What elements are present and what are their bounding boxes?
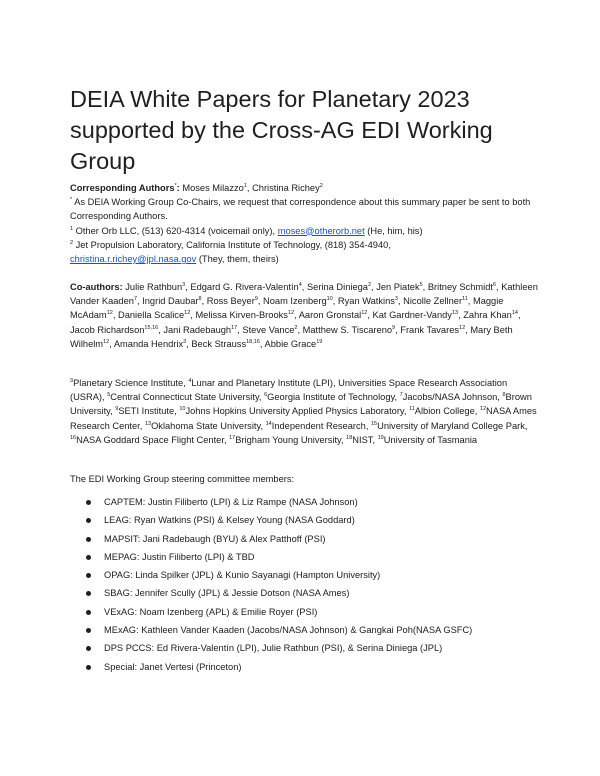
corresponding-authors-line: Corresponding Authors*: Moses Milazzo$^1$, Christina Richey$^2$ bbox=[70, 182, 323, 193]
email-link-christina[interactable]: christina.r.richey@jpl.nasa.gov bbox=[70, 254, 197, 265]
affiliation-mark: 15 bbox=[370, 420, 378, 427]
affiliation-name: University of Maryland College Park bbox=[377, 420, 525, 431]
coauthor-affiliation-mark: 2 bbox=[294, 324, 298, 331]
coauthors-block: Co-authors: Julie Rathbun$^3$, Edgard G. Rivera-Valentín$^4$, Serina Diniega$^2$, Jen Piatek$^5$, Britney Schmidt$^6$, Kathleen Vander Kaaden$^7$, Ingrid Daubar$^8$, Ross Beyer$^9$, Noam Izenberg$^{10}$, Ryan Watkins$^3$, Nicolle Zellner$^{11}$, Maggie McAdam$^{12}$, Daniella Scalice$^{12}$, Melissa Kirven-Brooks$^{12}$, Aaron Gronstal$^{12}$, Kat Gardner-Vandy$^{13}$, Zahra Khan$^{14}$, Jacob Richardson$^{15,16}$, Jani Radebaugh$^{17}$, Steve Vance$^2$, Matthew S. Tiscareno$^9$, Frank Tavares$^{12}$, Mary Beth Wilhelm$^{12}$, Amanda Hendrix$^3$, Beck Strauss$^{18,16}$, Abbie Grace$^{19}$ bbox=[70, 281, 538, 349]
affiliation-mark: 6 bbox=[264, 392, 268, 399]
author-name: Moses Milazzo bbox=[182, 183, 244, 193]
affiliation-mark: 3 bbox=[70, 377, 74, 384]
affiliation-name: SETI Institute bbox=[118, 406, 175, 417]
affiliation-name: Jacobs/NASA Johnson bbox=[402, 392, 498, 403]
corresponding-label: Corresponding Authors bbox=[70, 183, 175, 193]
coauthor-name: Ross Beyer bbox=[206, 296, 255, 307]
coauthor-name: Matthew S. Tiscareno bbox=[302, 324, 393, 335]
affiliation-mark: 17 bbox=[229, 434, 236, 441]
coauthor-affiliation-mark: 7 bbox=[133, 296, 137, 303]
coauthor-name: Kathleen Vander Kaaden bbox=[70, 282, 538, 307]
coauthor-affiliation-mark: 12 bbox=[287, 310, 295, 317]
email-link-moses[interactable]: moses@otherorb.net bbox=[277, 225, 365, 236]
coauthor-affiliation-mark: 6 bbox=[492, 281, 497, 288]
author-name: Christina Richey bbox=[252, 183, 320, 193]
affiliation-name: NIST bbox=[352, 434, 373, 445]
steering-member-item: Special: Janet Vertesi (Princeton) bbox=[70, 658, 550, 676]
coauthor-name: Ingrid Daubar bbox=[142, 296, 199, 307]
affiliation-name: NASA Goddard Space Flight Center bbox=[76, 434, 224, 445]
coauthor-name: Abbie Grace bbox=[264, 338, 317, 349]
coauthor-affiliation-mark: 12 bbox=[459, 324, 466, 331]
coauthor-affiliation-mark: 12 bbox=[184, 310, 191, 317]
affiliation-mark: 4 bbox=[188, 377, 192, 384]
steering-member-item: MAPSIT: Jani Radebaugh (BYU) & Alex Patthoff (PSI) bbox=[70, 530, 550, 548]
coauthor-name: Mary Beth Wilhelm bbox=[70, 324, 513, 349]
affiliation-mark: 12 bbox=[479, 406, 487, 413]
coauthor-name: Amanda Hendrix bbox=[113, 338, 184, 349]
affiliation-2: $^2$ Jet Propulsion Laboratory, California Institute of Technology, (818) 354-4940, christina.r.richey@jpl.nasa.gov (They, them, theirs) bbox=[70, 239, 391, 265]
coauthor-name: Jacob Richardson bbox=[70, 324, 145, 335]
coauthor-name: Melissa Kirven-Brooks bbox=[195, 310, 288, 321]
coauthor-name: Maggie McAdam bbox=[70, 296, 504, 321]
steering-members-list bbox=[70, 493, 550, 676]
coauthor-affiliation-mark: 5 bbox=[419, 281, 423, 288]
affiliation-name: Independent Research bbox=[271, 420, 366, 431]
coauthor-name: Julie Rathbun bbox=[125, 282, 183, 292]
affiliation-name: Lunar and Planetary Institute (LPI) bbox=[191, 378, 333, 388]
coauthor-affiliation-mark: 17 bbox=[231, 324, 238, 331]
coauthor-affiliation-mark: 2 bbox=[367, 281, 372, 288]
affiliation-name: University of Tasmania bbox=[383, 434, 478, 445]
coauthor-affiliation-mark: 12 bbox=[361, 310, 368, 317]
corresponding-note: * As DEIA Working Group Co-Chairs, we request that correspondence about this summary paper be sent to both Corresponding Authors. bbox=[70, 197, 531, 222]
steering-member-item: MEPAG: Justin Filiberto (LPI) & TBD bbox=[70, 548, 550, 566]
coauthor-name: Daniella Scalice bbox=[117, 310, 185, 321]
coauthor-affiliation-mark: 9 bbox=[392, 324, 396, 331]
coauthor-name: Britney Schmidt bbox=[427, 282, 493, 292]
affiliation-name: Brown University bbox=[70, 392, 532, 417]
coauthor-affiliation-mark: 15,16 bbox=[144, 324, 159, 331]
affiliation-name: Planetary Science Institute bbox=[73, 378, 184, 388]
affiliation-name: Oklahoma State University bbox=[151, 420, 261, 431]
coauthor-affiliation-mark: 8 bbox=[198, 296, 202, 303]
affiliation-name: Johns Hopkins University Applied Physics Laboratory bbox=[185, 406, 404, 417]
coauthor-name: Kat Gardner-Vandy bbox=[372, 310, 452, 321]
affiliation-mark: 14 bbox=[265, 420, 272, 427]
affiliations-block: $^3$Planetary Science Institute, $^4$Lunar and Planetary Institute (LPI), Universities Space Research Association (USRA), $^5$Central Connecticut State University, $^6$Georgia Institute of Technology, $^7$Jacobs/NASA Johnson, $^8$Brown University, $^9$SETI Institute, $^{10}$Johns Hopkins University Applied Physics Laboratory, $^{11}$Albion College, $^{12}$NASA Ames Research Center, $^{13}$Oklahoma State University, $^{14}$Independent Research, $^{15}$University of Maryland College Park, $^{16}$NASA Goddard Space Flight Center, $^{17}$Brigham Young University, $^{18}$NIST, $^{19}$University of Tasmania bbox=[70, 377, 537, 445]
affiliation-mark: 9 bbox=[115, 406, 119, 413]
affiliation-mark: 10 bbox=[179, 406, 186, 413]
coauthor-affiliation-mark: 4 bbox=[298, 281, 302, 288]
coauthor-name: Jani Radebaugh bbox=[163, 324, 232, 335]
coauthor-affiliation-mark: 3 bbox=[394, 296, 398, 303]
affiliation-name: Brigham Young University bbox=[235, 434, 341, 445]
corresponding-authors-block bbox=[70, 181, 540, 266]
steering-member-item: VExAG: Noam Izenberg (APL) & Emilie Royer (PSI) bbox=[70, 603, 550, 621]
steering-member-item: MExAG: Kathleen Vander Kaaden (Jacobs/NASA Johnson) & Gangkai Poh(NASA GSFC) bbox=[70, 621, 550, 639]
affiliation-name: Georgia Institute of Technology bbox=[267, 392, 395, 403]
coauthor-affiliation-mark: 9 bbox=[254, 296, 258, 303]
coauthor-affiliation-mark: 11 bbox=[462, 296, 468, 303]
affiliation-name: Albion College bbox=[414, 406, 475, 417]
coauthor-affiliation-mark: 12 bbox=[103, 338, 110, 345]
coauthor-name: Serina Diniega bbox=[306, 282, 368, 292]
steering-member-item: SBAG: Jennifer Scully (JPL) & Jessie Dotson (NASA Ames) bbox=[70, 584, 550, 602]
coauthor-affiliation-mark: 10 bbox=[326, 296, 333, 303]
affiliation-mark: 13 bbox=[144, 420, 152, 427]
steering-member-item: OPAG: Linda Spilker (JPL) & Kunio Sayanagi (Hampton University) bbox=[70, 566, 550, 584]
affiliation-mark: 7 bbox=[399, 392, 403, 399]
coauthor-name: Steve Vance bbox=[242, 324, 295, 335]
affiliation-1: $^1$ Other Orb LLC, (513) 620-4314 (voicemail only), moses@otherorb.net (He, him, his) bbox=[70, 225, 423, 236]
coauthor-name: Jen Piatek bbox=[376, 282, 420, 292]
coauthor-affiliation-mark: 3 bbox=[183, 338, 187, 345]
affiliation-name: Central Connecticut State University bbox=[110, 392, 259, 403]
coauthor-name: Nicolle Zellner bbox=[403, 296, 463, 307]
coauthors-label: Co-authors: bbox=[70, 282, 123, 292]
steering-member-item: CAPTEM: Justin Filiberto (LPI) & Liz Rampe (NASA Johnson) bbox=[70, 493, 550, 511]
affiliation-mark: 19 bbox=[377, 434, 384, 441]
affiliation-name: Universities Space Research Association (USRA) bbox=[70, 378, 508, 403]
coauthor-affiliation-mark: 19 bbox=[316, 338, 323, 345]
coauthor-affiliation-mark: 13 bbox=[451, 310, 459, 317]
steering-intro: The EDI Working Group steering committee members: bbox=[70, 474, 295, 484]
coauthor-affiliation-mark: 3 bbox=[182, 281, 186, 288]
affiliation-mark: 5 bbox=[107, 392, 111, 399]
affiliation-mark: 11 bbox=[409, 406, 415, 413]
coauthor-affiliation-mark: 14 bbox=[511, 310, 518, 317]
coauthor-affiliation-mark: 18,16 bbox=[246, 338, 260, 345]
affiliation-mark: 18 bbox=[346, 434, 353, 441]
coauthor-name: Zahra Khan bbox=[463, 310, 512, 321]
coauthor-name: Aaron Gronstal bbox=[298, 310, 362, 321]
affiliation-mark: 16 bbox=[70, 434, 77, 441]
coauthor-name: Frank Tavares bbox=[400, 324, 460, 335]
coauthor-affiliation-mark: 12 bbox=[106, 310, 113, 317]
steering-member-item: LEAG: Ryan Watkins (PSI) & Kelsey Young (NASA Goddard) bbox=[70, 511, 550, 529]
coauthor-name: Beck Strauss bbox=[191, 338, 247, 349]
coauthor-name: Ryan Watkins bbox=[337, 296, 395, 307]
affiliation-name: NASA Ames Research Center bbox=[70, 406, 537, 431]
document-title: DEIA White Papers for Planetary 2023 supported by the Cross-AG EDI Working Group bbox=[70, 85, 493, 174]
coauthor-name: Noam Izenberg bbox=[263, 296, 327, 307]
coauthor-name: Edgard G. Rivera-Valentín bbox=[190, 282, 299, 292]
affiliation-mark: 8 bbox=[502, 392, 506, 399]
steering-member-item: DPS PCCS: Ed Rivera-Valentín (LPI), Julie Rathbun (PSI), & Serina Diniega (JPL) bbox=[70, 639, 550, 657]
